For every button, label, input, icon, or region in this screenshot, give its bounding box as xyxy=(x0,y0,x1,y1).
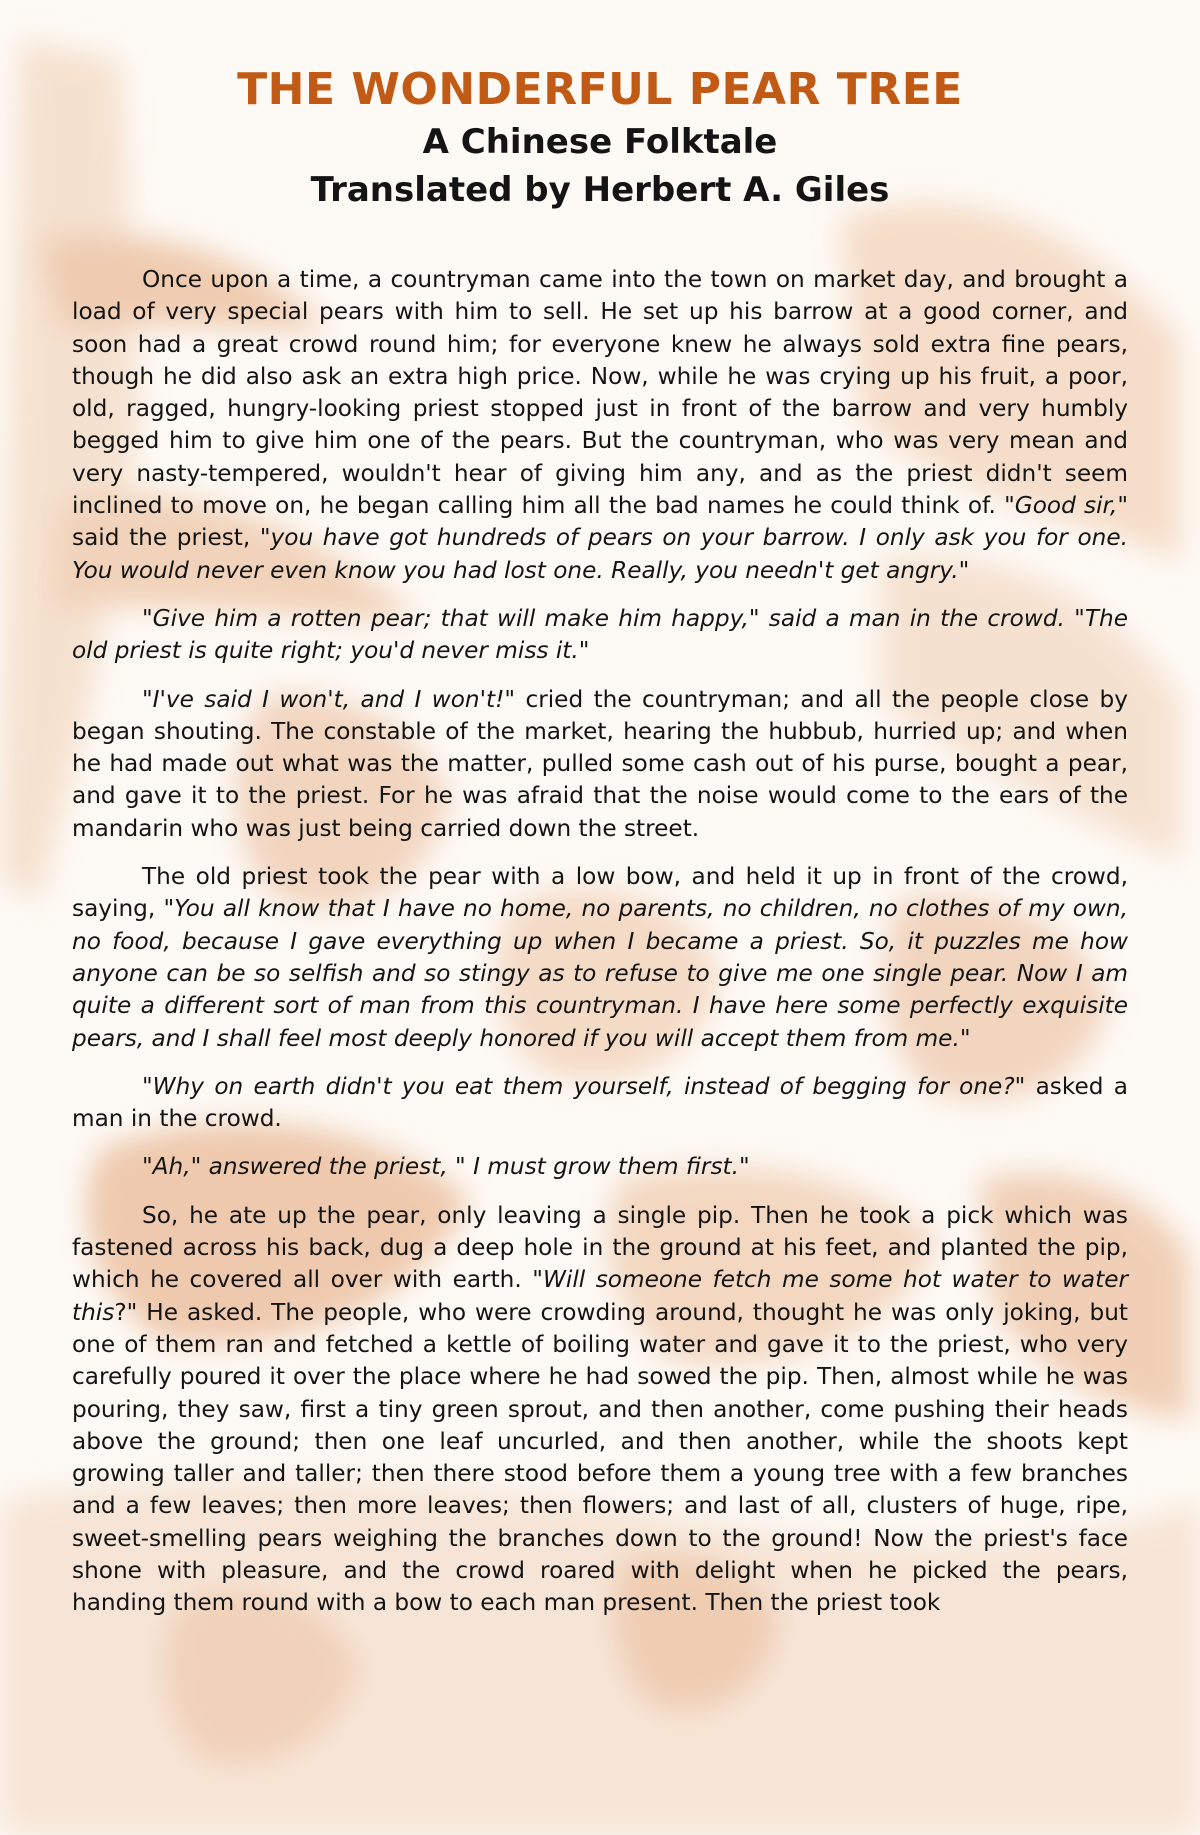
text-run: " xyxy=(578,637,590,665)
italic-run: said a man in the crowd. xyxy=(768,604,1065,632)
text-run: " xyxy=(447,1153,474,1181)
text-run: So, he ate up the pear, only leaving a single pip. Then he took a pick which was fastened across his back, dug a deep hole in the ground at his feet, and planted the pip, which he covered all over with earth. " xyxy=(72,1201,1128,1294)
story-paragraph xyxy=(72,1200,1128,1620)
text-run: " cried the countryman; and all the people close by began shouting. The constable of the market, hearing the hubbub, hurried up; and when he had made out what was the matter, pulled some cash out of his purse, bought a pear, and gave it to the priest. For he was afraid that the noise would come to the ears of the mandarin who was just being carried down the street. xyxy=(72,685,1128,842)
italic-run: Give him a rotten pear; that will make him happy, xyxy=(152,604,749,632)
text-run: ?" He asked. The people, who were crowding around, thought he was only joking, but one of them ran and fetched a kettle of boiling water and gave it to the priest, who very carefully poured it over the place where he had sowed the pip. Then, almost while he was pouring, they saw, first a tiny green sprout, and then another, come pushing their heads above the ground; then one leaf uncurled, and then another, while the shoots kept growing taller and taller; then there stood before them a young tree with a few branches and a few leaves; then more leaves; then flowers; and last of all, clusters of huge, ripe, sweet-smelling pears weighing the branches down to the ground! Now the priest's face shone with pleasure, and the crowd roared with delight when he picked the pears, handing them round with a bow to each man present. Then the priest took xyxy=(72,1298,1128,1617)
story-paragraph xyxy=(72,1151,1128,1183)
story-subtitle: A Chinese Folktale xyxy=(422,122,778,162)
text-run: " xyxy=(142,604,153,632)
story-paragraph xyxy=(72,684,1128,845)
text-run: " xyxy=(748,604,769,632)
text-run: " xyxy=(142,685,153,713)
italic-run: I must grow them first. xyxy=(473,1153,739,1181)
text-run: " xyxy=(739,1153,750,1181)
story-paragraph xyxy=(72,603,1128,668)
story-paragraph xyxy=(72,1071,1128,1136)
document-page xyxy=(72,62,1128,1636)
text-run: " xyxy=(1064,604,1085,632)
story-title: THE WONDERFUL PEAR TREE xyxy=(237,64,963,115)
text-run: Once upon a time, a countryman came into the town on market day, and brought a load of very special pears with him to sell. He set up his barrow at a good corner, and soon had a great crowd round him; for everyone knew he always sold extra fine pears, though he did also ask an extra high price. Now, while he was crying up his fruit, a poor, old, ragged, hungry-looking priest stopped just in front of the barrow and very humbly begged him to give him one of the pears. But the countryman, who was very mean and very nasty-tempered, wouldn't hear of giving him any, and as the priest didn't seem inclined to move on, he began calling him all the bad names he could think of. " xyxy=(72,266,1128,520)
text-run: " xyxy=(142,1072,153,1100)
italic-run: The old priest is quite right; you'd never miss it. xyxy=(72,604,1128,665)
text-run: The old priest took the pear with a low bow, and held it up in front of the crowd, saying, " xyxy=(72,863,1128,923)
text-run: " xyxy=(190,1153,209,1181)
italic-run: you have got hundreds of pears on your barrow. I only ask you for one. You would never even know you had lost one. Really, you needn't get angry. xyxy=(72,524,1128,584)
italic-run: answered the priest, xyxy=(208,1153,448,1181)
italic-run: Good sir, xyxy=(1014,492,1118,520)
story-body xyxy=(72,264,1128,1620)
text-run: " xyxy=(958,556,970,584)
text-run: " xyxy=(959,1024,971,1052)
text-run: " asked a man in the crowd. xyxy=(72,1072,1128,1133)
italic-run: Why on earth didn't you eat them yourself, instead of begging for one? xyxy=(152,1072,1015,1100)
text-run: " xyxy=(142,1153,153,1181)
story-byline: Translated by Herbert A. Giles xyxy=(310,170,890,210)
story-paragraph xyxy=(72,264,1128,587)
italic-run: Ah, xyxy=(152,1153,191,1181)
italic-run: You all know that I have no home, no parents, no children, no clothes of my own, no food, because I gave everything up when I became a priest. So, it puzzles me how anyone can be so selfish and so stingy as to refuse to give me one single pear. Now I am quite a different sort of man from this countryman. I have here some perfectly exquisite pears, and I shall feel most deeply honored if you will accept them from me. xyxy=(72,895,1128,1052)
text-run: " said the priest, " xyxy=(72,492,1129,552)
italic-run: I've said I won't, and I won't! xyxy=(152,685,505,713)
story-paragraph xyxy=(72,861,1128,1055)
italic-run: Will someone fetch me some hot water to water this xyxy=(72,1266,1128,1326)
